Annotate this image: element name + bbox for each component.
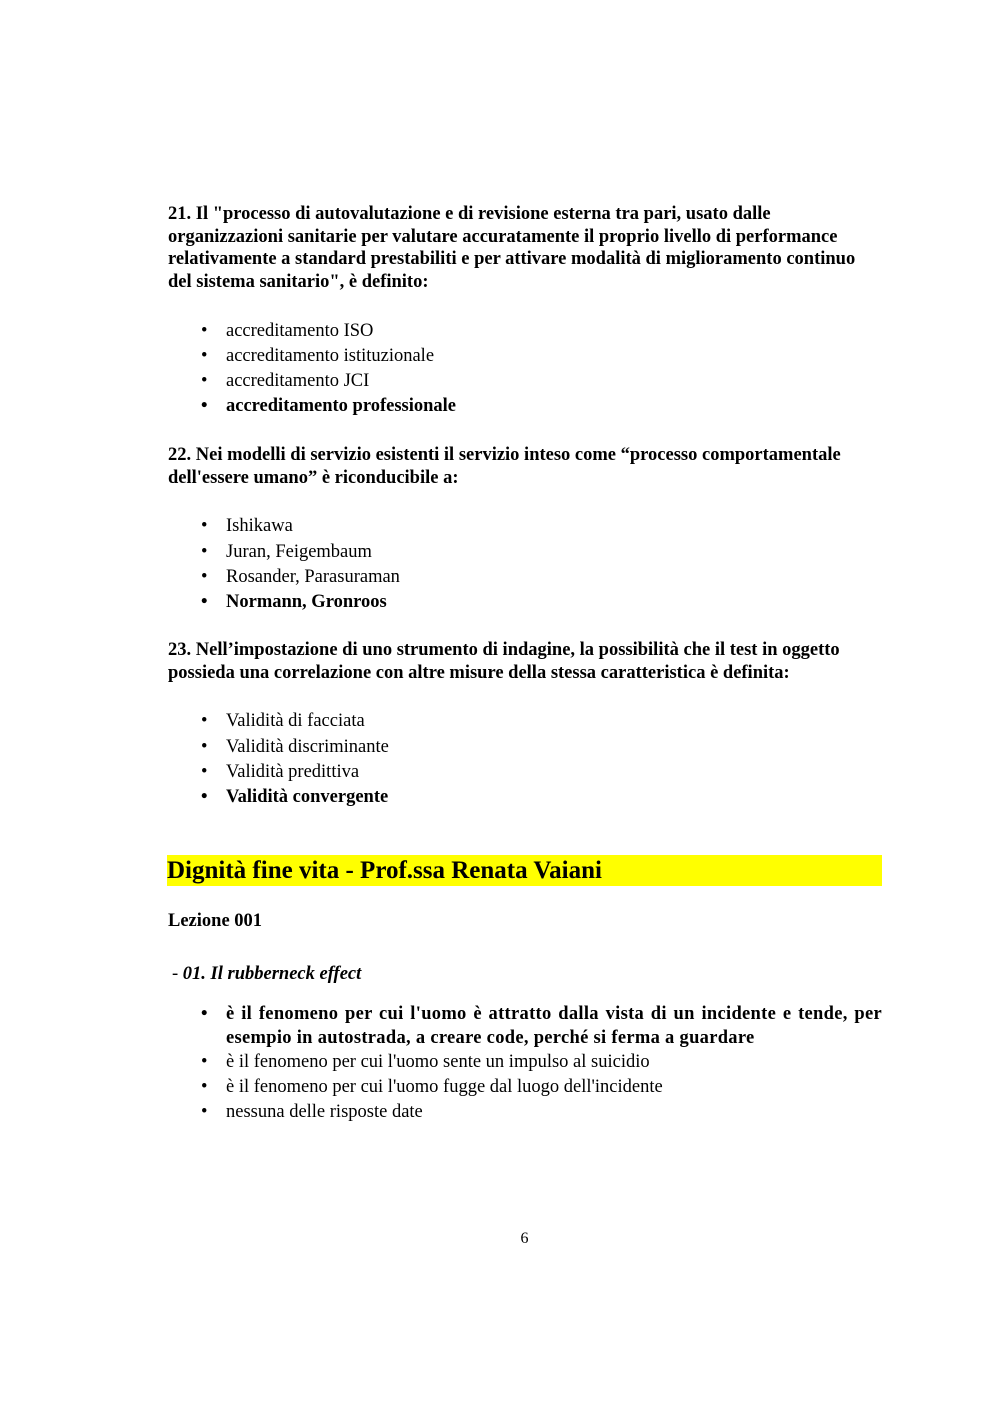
dash-prefix: -	[172, 964, 183, 984]
answer-option-correct: • Validità convergente	[168, 785, 882, 810]
answer-option: • nessuna delle risposte date	[168, 1100, 882, 1125]
answer-list	[168, 1002, 882, 1125]
question-text: 23. Nell’impostazione di uno strumento di indagine, la possibilità che il test in oggetto possieda una correlazione con altre misure della stessa caratteristica è definita:	[168, 640, 840, 683]
answer-option: • accreditamento ISO	[168, 319, 882, 344]
section-heading: Dignità fine vita - Prof.ssa Renata Vaiani	[167, 855, 882, 886]
answer-option: • accreditamento istituzionale	[168, 344, 882, 369]
question-22	[168, 444, 882, 615]
answer-option: • è il fenomeno per cui l'uomo fugge dal luogo dell'incidente	[168, 1075, 882, 1100]
lesson-label: Lezione 001	[168, 911, 263, 931]
question-21	[168, 203, 882, 420]
question-text: 21. Il "processo di autovalutazione e di revisione esterna tra pari, usato dalle organizzazioni sanitarie per valutare accuratamente il proprio livello di performance relativamente a standard prestabiliti e per attivare modalità di miglioramento continuo del sistema sanitario", è definito:	[168, 204, 856, 293]
lesson-question-title	[172, 963, 361, 985]
lesson-question-01	[168, 1002, 882, 1125]
answer-list	[168, 319, 882, 420]
question-23	[168, 639, 882, 810]
answer-option: • Validità predittiva	[168, 760, 882, 785]
answer-option: • è il fenomeno per cui l'uomo sente un impulso al suicidio	[168, 1050, 882, 1075]
question-text: 22. Nei modelli di servizio esistenti il servizio inteso come “processo comportamentale dell'essere umano” è riconducibile a:	[168, 445, 841, 488]
answer-list	[168, 514, 882, 615]
answer-option-correct: • è il fenomeno per cui l'uomo è attratto dalla vista di un incidente e tende, per esempio in autostrada, a creare code, perché si ferma a guardare	[168, 1002, 882, 1050]
lesson-question-text: 01. Il rubberneck effect	[182, 964, 362, 984]
answer-option: • Validità discriminante	[168, 735, 882, 760]
answer-option: • Juran, Feigembaum	[168, 540, 882, 565]
answer-option: • Ishikawa	[168, 514, 882, 539]
answer-option-correct: • accreditamento professionale	[168, 394, 882, 419]
answer-option: • Validità di facciata	[168, 709, 882, 734]
page-number: 6	[520, 1230, 529, 1247]
answer-option: • accreditamento JCI	[168, 369, 882, 394]
answer-list	[168, 709, 882, 810]
answer-option: • Rosander, Parasuraman	[168, 565, 882, 590]
answer-option-correct: • Normann, Gronroos	[168, 590, 882, 615]
